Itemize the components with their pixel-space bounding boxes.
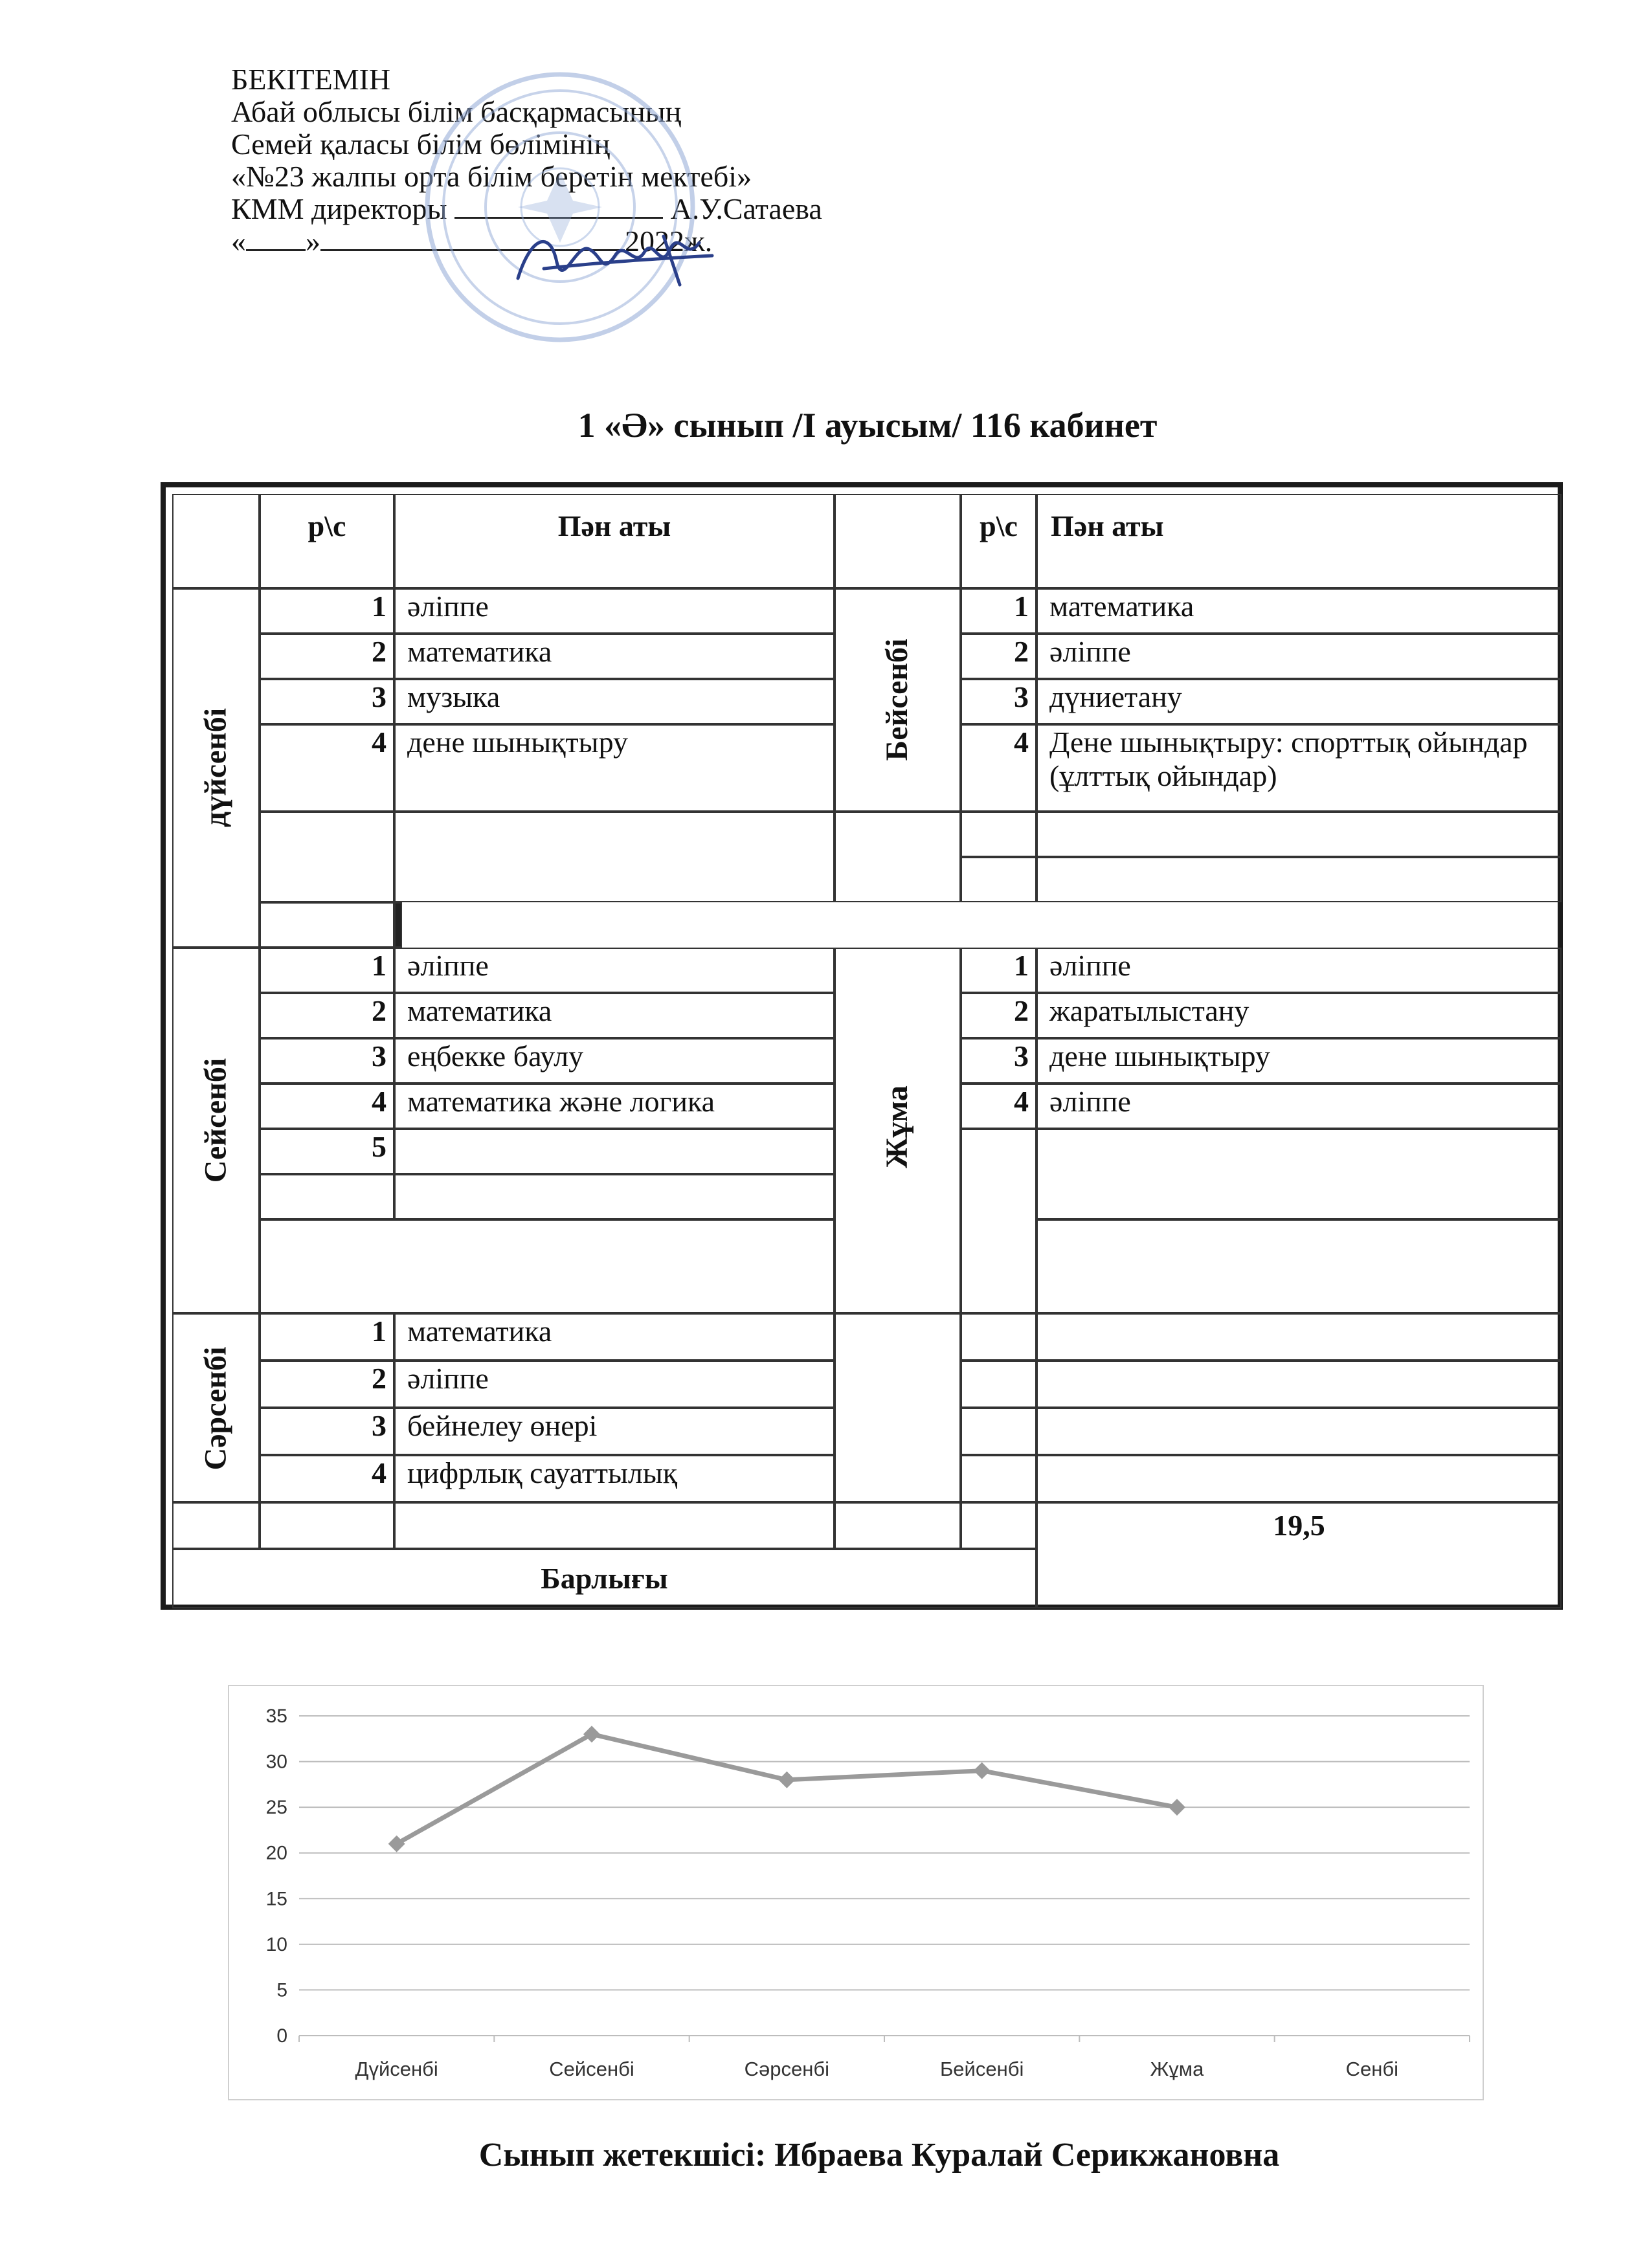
thursday-lesson-subject: математика bbox=[1036, 588, 1562, 634]
x-tick-label: Сәрсенбі bbox=[744, 2058, 830, 2080]
wednesday-lesson-number: 1 bbox=[260, 1313, 394, 1361]
friday-lesson-subject: дене шынықтыру bbox=[1036, 1038, 1562, 1084]
day-label-monday: дүйсенбі bbox=[198, 707, 233, 828]
tuesday-lesson-subject: еңбекке баулу bbox=[394, 1038, 835, 1084]
thursday-lesson-subject: әліппе bbox=[1036, 634, 1562, 679]
total-label: Барлығы bbox=[172, 1549, 1036, 1608]
day-label-wednesday: Сәрсенбі bbox=[198, 1346, 233, 1471]
tuesday-lesson-subject bbox=[394, 1129, 835, 1174]
thursday-lesson-subject: Дене шынықтыру: спорттық ойындар (ұлттық ойындар) bbox=[1036, 724, 1562, 812]
y-tick-label: 25 bbox=[265, 1797, 287, 1819]
line-chart bbox=[228, 1685, 1484, 2100]
total-value: 19,5 bbox=[1036, 1502, 1562, 1608]
monday-lesson-subject: әліппе bbox=[394, 588, 835, 634]
approval-school-line: «№23 жалпы орта білім беретін мектебі» bbox=[231, 160, 752, 193]
header-number-2: р\с bbox=[961, 494, 1036, 588]
approval-dept-line: Семей қаласы білім бөлімінің bbox=[231, 128, 611, 161]
friday-lesson-number: 1 bbox=[961, 948, 1036, 993]
monday-lesson-number: 4 bbox=[260, 724, 394, 812]
x-tick-label: Жұма bbox=[1150, 2058, 1204, 2080]
monday-lesson-number: 3 bbox=[260, 679, 394, 724]
wednesday-lesson-number: 4 bbox=[260, 1455, 394, 1502]
tuesday-lesson-number: 2 bbox=[260, 993, 394, 1038]
header-number: р\с bbox=[260, 494, 394, 588]
friday-lesson-subject: жаратылыстану bbox=[1036, 993, 1562, 1038]
friday-lesson-subject: әліппе bbox=[1036, 948, 1562, 993]
page-title: 1 «Ә» сынып /І ауысым/ 116 кабинет bbox=[577, 406, 1158, 445]
y-tick-label: 15 bbox=[265, 1888, 287, 1910]
friday-lesson-number: 3 bbox=[961, 1038, 1036, 1084]
friday-lesson-subject: әліппе bbox=[1036, 1084, 1562, 1129]
y-tick-label: 0 bbox=[276, 2025, 287, 2047]
monday-lesson-number: 1 bbox=[260, 588, 394, 634]
timetable bbox=[161, 482, 1563, 1610]
director-label: КММ директоры bbox=[231, 192, 447, 225]
y-tick-label: 35 bbox=[265, 1706, 287, 1727]
tuesday-lesson-number: 4 bbox=[260, 1084, 394, 1129]
y-tick-label: 30 bbox=[265, 1751, 287, 1773]
thursday-lesson-number: 1 bbox=[961, 588, 1036, 634]
wednesday-lesson-number: 3 bbox=[260, 1408, 394, 1455]
day-label-tuesday: Сейсенбі bbox=[198, 1058, 233, 1183]
tuesday-lesson-number: 5 bbox=[260, 1129, 394, 1174]
approval-title: БЕКІТЕМІН bbox=[231, 63, 391, 96]
wednesday-lesson-subject: әліппе bbox=[394, 1361, 835, 1408]
approval-year: 2022ж. bbox=[625, 225, 713, 258]
tuesday-lesson-subject: математика bbox=[394, 993, 835, 1038]
director-name: А.У.Сатаева bbox=[670, 192, 822, 225]
thursday-lesson-number: 3 bbox=[961, 679, 1036, 724]
wednesday-lesson-subject: бейнелеу өнері bbox=[394, 1408, 835, 1455]
series-line bbox=[397, 1734, 1177, 1843]
tuesday-lesson-number: 1 bbox=[260, 948, 394, 993]
wednesday-lesson-subject: математика bbox=[394, 1313, 835, 1361]
x-tick-label: Сейсенбі bbox=[549, 2058, 634, 2080]
header-subject: Пән аты bbox=[394, 494, 835, 588]
x-tick-label: Дүйсенбі bbox=[355, 2058, 438, 2080]
y-tick-label: 10 bbox=[265, 1933, 287, 1955]
friday-lesson-number: 4 bbox=[961, 1084, 1036, 1129]
class-teacher-line: Сынып жетекшісі: Ибраева Куралай Серикжановна bbox=[478, 2137, 1280, 2174]
data-point-marker bbox=[974, 1762, 991, 1779]
friday-lesson-number: 2 bbox=[961, 993, 1036, 1038]
wednesday-lesson-number: 2 bbox=[260, 1361, 394, 1408]
monday-lesson-subject: музыка bbox=[394, 679, 835, 724]
thursday-lesson-subject: дүниетану bbox=[1036, 679, 1562, 724]
tuesday-lesson-subject: әліппе bbox=[394, 948, 835, 993]
thursday-lesson-number: 4 bbox=[961, 724, 1036, 812]
data-point-marker bbox=[778, 1772, 795, 1788]
day-label-friday: Жұма bbox=[880, 1085, 914, 1168]
y-tick-label: 5 bbox=[276, 1979, 287, 2001]
monday-lesson-number: 2 bbox=[260, 634, 394, 679]
y-tick-label: 20 bbox=[265, 1842, 287, 1864]
x-tick-label: Бейсенбі bbox=[939, 2058, 1024, 2080]
day-label-thursday: Бейсенбі bbox=[880, 638, 914, 761]
tuesday-lesson-subject: математика және логика bbox=[394, 1084, 835, 1129]
wednesday-lesson-subject: цифрлық сауаттылық bbox=[394, 1455, 835, 1502]
x-tick-label: Сенбі bbox=[1345, 2058, 1399, 2080]
thursday-lesson-number: 2 bbox=[961, 634, 1036, 679]
chart-canvas bbox=[229, 1686, 1485, 2102]
header-subject-2: Пән аты bbox=[1036, 494, 1562, 588]
monday-lesson-subject: математика bbox=[394, 634, 835, 679]
monday-lesson-subject: дене шынықтыру bbox=[394, 724, 835, 812]
director-signature bbox=[505, 223, 719, 295]
official-stamp bbox=[421, 68, 699, 346]
tuesday-lesson-number: 3 bbox=[260, 1038, 394, 1084]
data-point-marker bbox=[1169, 1799, 1185, 1816]
approval-org-line: Абай облысы білім басқармасының bbox=[231, 95, 682, 128]
approval-date-line: « » 2022ж. bbox=[231, 225, 713, 258]
